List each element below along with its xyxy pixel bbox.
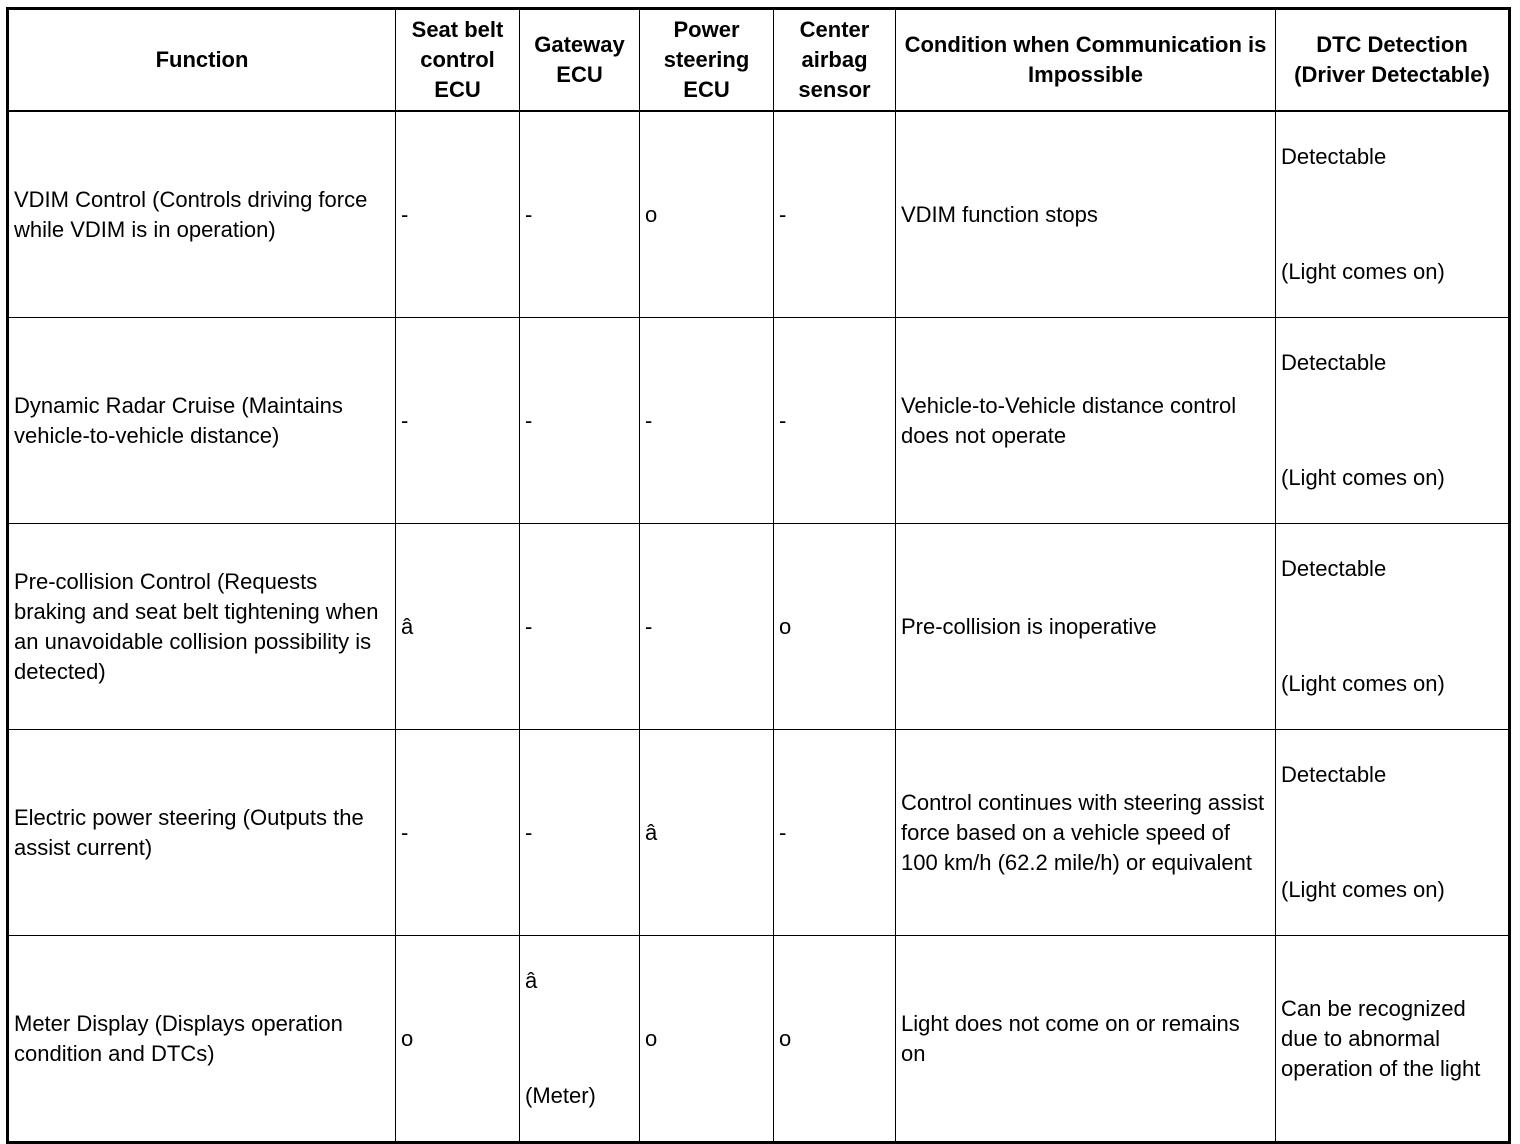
ecu-communication-table bbox=[6, 7, 1511, 1144]
cell-dtc: Can be recognized due to abnormal operation of the light bbox=[1276, 936, 1510, 1143]
table-row bbox=[8, 111, 1510, 318]
table-row bbox=[8, 936, 1510, 1143]
cell-gateway: - bbox=[520, 318, 640, 524]
cell-power-steering: o bbox=[640, 936, 774, 1143]
cell-condition: Light does not come on or remains on bbox=[896, 936, 1276, 1143]
cell-dtc bbox=[1276, 111, 1510, 318]
header-gateway-ecu: Gateway ECU bbox=[520, 9, 640, 112]
cell-dtc bbox=[1276, 524, 1510, 730]
cell-function: Pre-collision Control (Requests braking and seat belt tightening when an unavoidable collision possibility is detected) bbox=[8, 524, 396, 730]
cell-condition: Vehicle-to-Vehicle distance control does not operate bbox=[896, 318, 1276, 524]
cell-seat-belt: o bbox=[396, 936, 520, 1143]
dtc-indicator: (Light comes on) bbox=[1281, 671, 1445, 696]
cell-center-airbag: o bbox=[774, 524, 896, 730]
header-function: Function bbox=[8, 9, 396, 112]
cell-gateway: - bbox=[520, 524, 640, 730]
cell-center-airbag: - bbox=[774, 730, 896, 936]
dtc-status: Detectable bbox=[1281, 144, 1387, 169]
header-condition: Condition when Communication is Impossible bbox=[896, 9, 1276, 112]
header-power-steering-ecu: Power steering ECU bbox=[640, 9, 774, 112]
gateway-mark: â bbox=[525, 968, 538, 993]
cell-seat-belt: - bbox=[396, 318, 520, 524]
dtc-indicator: (Light comes on) bbox=[1281, 877, 1445, 902]
cell-center-airbag: o bbox=[774, 936, 896, 1143]
header-center-airbag-sensor: Center airbag sensor bbox=[774, 9, 896, 112]
cell-power-steering: - bbox=[640, 524, 774, 730]
cell-center-airbag: - bbox=[774, 111, 896, 318]
cell-dtc bbox=[1276, 730, 1510, 936]
cell-center-airbag: - bbox=[774, 318, 896, 524]
dtc-indicator: (Light comes on) bbox=[1281, 465, 1445, 490]
dtc-indicator: (Light comes on) bbox=[1281, 259, 1445, 284]
cell-seat-belt: - bbox=[396, 111, 520, 318]
cell-function: VDIM Control (Controls driving force while VDIM is in operation) bbox=[8, 111, 396, 318]
cell-power-steering: o bbox=[640, 111, 774, 318]
cell-dtc bbox=[1276, 318, 1510, 524]
cell-seat-belt: â bbox=[396, 524, 520, 730]
gateway-note: (Meter) bbox=[525, 1083, 596, 1108]
table-row bbox=[8, 524, 1510, 730]
cell-condition: Pre-collision is inoperative bbox=[896, 524, 1276, 730]
header-dtc-detection: DTC Detection (Driver Detectable) bbox=[1276, 9, 1510, 112]
cell-condition: VDIM function stops bbox=[896, 111, 1276, 318]
cell-gateway bbox=[520, 936, 640, 1143]
table-row bbox=[8, 730, 1510, 936]
cell-function: Dynamic Radar Cruise (Maintains vehicle-to-vehicle distance) bbox=[8, 318, 396, 524]
table-row bbox=[8, 318, 1510, 524]
cell-gateway: - bbox=[520, 730, 640, 936]
header-row bbox=[8, 9, 1510, 112]
dtc-status: Detectable bbox=[1281, 556, 1387, 581]
dtc-status: Detectable bbox=[1281, 762, 1387, 787]
cell-gateway: - bbox=[520, 111, 640, 318]
cell-power-steering: â bbox=[640, 730, 774, 936]
cell-condition: Control continues with steering assist force based on a vehicle speed of 100 km/h (62.2 mile/h) or equivalent bbox=[896, 730, 1276, 936]
cell-power-steering: - bbox=[640, 318, 774, 524]
cell-seat-belt: - bbox=[396, 730, 520, 936]
cell-function: Electric power steering (Outputs the assist current) bbox=[8, 730, 396, 936]
cell-function: Meter Display (Displays operation condition and DTCs) bbox=[8, 936, 396, 1143]
dtc-status: Detectable bbox=[1281, 350, 1387, 375]
header-seat-belt-ecu: Seat belt control ECU bbox=[396, 9, 520, 112]
